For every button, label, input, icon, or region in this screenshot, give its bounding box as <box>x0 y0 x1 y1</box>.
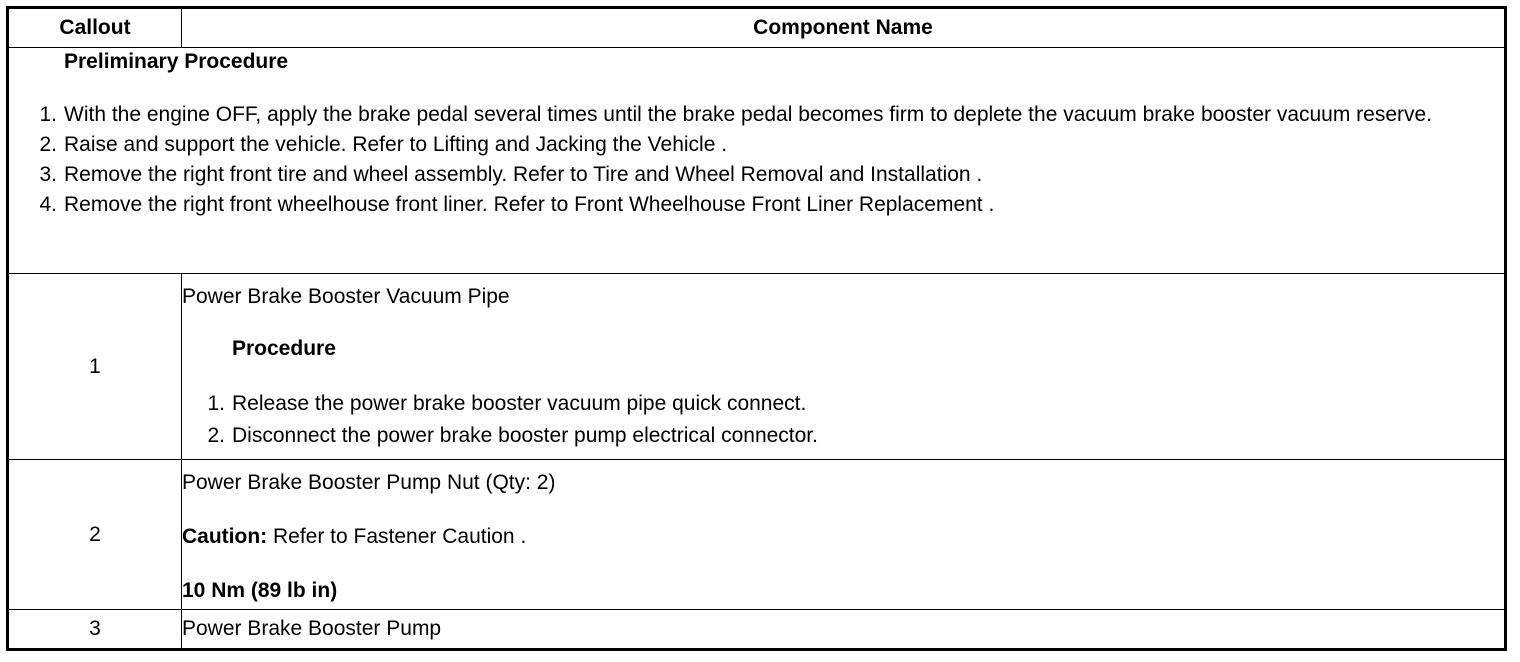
step-text: Disconnect the power brake booster pump electrical connector. <box>232 424 818 447</box>
table-header-row <box>8 8 1506 48</box>
list-item <box>182 420 1504 452</box>
procedure-title: Procedure <box>232 337 336 360</box>
table-row <box>8 460 1506 610</box>
step-text: Remove the right front wheelhouse front liner. Refer to Front Wheelhouse Front Liner Replacement . <box>64 193 995 216</box>
torque-spec: 10 Nm (89 lb in) <box>182 579 338 602</box>
caution-label: Caution: <box>182 525 268 548</box>
component-name-header: Component Name <box>182 8 1506 48</box>
preliminary-title: Preliminary Procedure <box>64 50 289 73</box>
caution-text: Refer to Fastener Caution . <box>267 525 527 548</box>
preliminary-row <box>8 48 1506 274</box>
step-number: 3. <box>39 163 57 186</box>
step-number: 1. <box>207 392 225 415</box>
preliminary-procedure <box>8 48 1506 274</box>
step-text: Raise and support the vehicle. Refer to Lifting and Jacking the Vehicle . <box>64 133 728 156</box>
procedure-steps <box>182 388 1504 452</box>
table-row <box>8 610 1506 650</box>
component-name: Power Brake Booster Pump <box>182 617 442 640</box>
component-name: Power Brake Booster Vacuum Pipe <box>182 285 510 308</box>
callout-number: 1 <box>8 274 182 460</box>
step-text: Release the power brake booster vacuum pipe quick connect. <box>232 392 807 415</box>
callout-header: Callout <box>8 8 182 48</box>
list-item <box>9 130 1504 160</box>
component-cell <box>182 610 1506 650</box>
caution-note <box>182 524 1504 550</box>
callout-number: 2 <box>8 460 182 610</box>
list-item <box>182 388 1504 420</box>
step-number: 2. <box>207 424 225 447</box>
preliminary-steps <box>9 100 1504 220</box>
step-number: 2. <box>39 133 57 156</box>
table-row <box>8 274 1506 460</box>
step-number: 1. <box>39 103 57 126</box>
step-text: Remove the right front tire and wheel assembly. Refer to Tire and Wheel Removal and Installation . <box>64 163 983 186</box>
list-item <box>9 190 1504 220</box>
component-cell <box>182 460 1506 610</box>
component-table <box>6 6 1507 651</box>
component-cell <box>182 274 1506 460</box>
step-text: With the engine OFF, apply the brake pedal several times until the brake pedal becomes firm to deplete the vacuum brake booster vacuum reserve. <box>64 103 1433 126</box>
list-item <box>9 160 1504 190</box>
step-number: 4. <box>39 193 57 216</box>
component-name: Power Brake Booster Pump Nut (Qty: 2) <box>182 471 556 494</box>
list-item <box>9 100 1504 130</box>
callout-number: 3 <box>8 610 182 650</box>
